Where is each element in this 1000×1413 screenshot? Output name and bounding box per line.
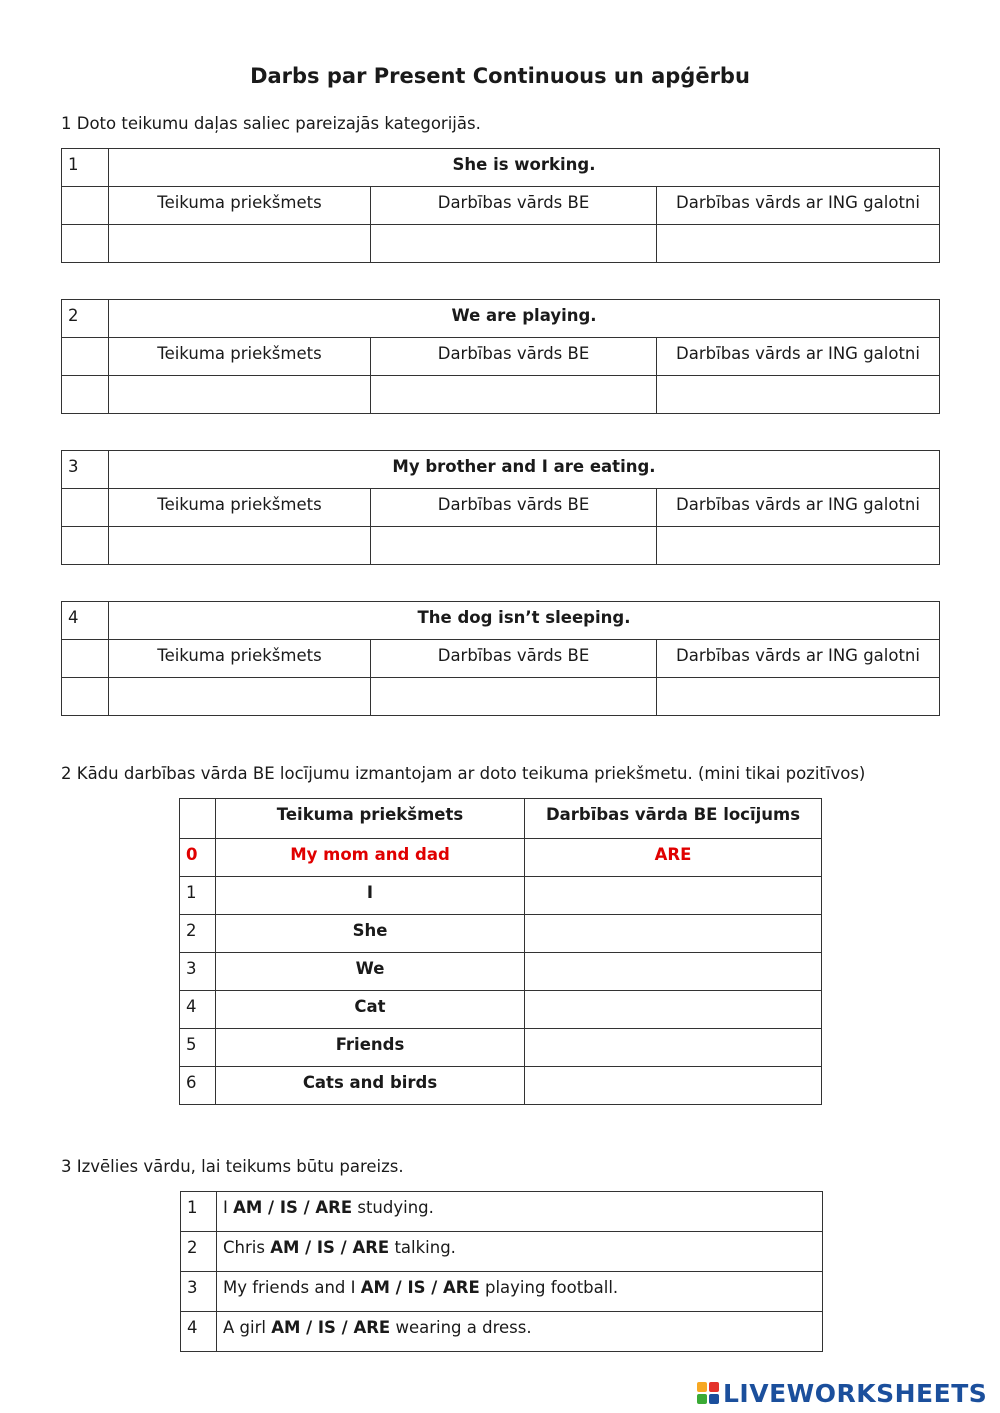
answer-ing-verb[interactable] (657, 225, 940, 263)
example-subject: My mom and dad (216, 839, 525, 877)
answer-be-form[interactable] (525, 953, 822, 991)
answer-subject[interactable] (109, 376, 371, 414)
answer-be-form[interactable] (525, 877, 822, 915)
answer-subject[interactable] (109, 225, 371, 263)
logo-text: LIVEWORKSHEETS (723, 1378, 988, 1408)
subject: Friends (216, 1029, 525, 1067)
choice-options[interactable]: AM / IS / ARE (360, 1278, 480, 1297)
row-number: 4 (181, 1312, 217, 1352)
ex2-table (179, 798, 822, 1105)
choice-options[interactable]: AM / IS / ARE (233, 1198, 353, 1217)
col-subject: Teikuma priekšmets (109, 640, 371, 678)
col-be-verb: Darbības vārds BE (371, 338, 657, 376)
ex3-table (180, 1191, 823, 1352)
subject: We (216, 953, 525, 991)
row-number: 6 (180, 1067, 216, 1105)
col-ing-verb: Darbības vārds ar ING galotni (657, 489, 940, 527)
answer-be-verb[interactable] (371, 527, 657, 565)
sentence: We are playing. (109, 300, 940, 338)
answer-ing-verb[interactable] (657, 678, 940, 716)
sentence: The dog isn’t sleeping. (109, 602, 940, 640)
choice-options[interactable]: AM / IS / ARE (271, 1318, 391, 1337)
col-be-verb: Darbības vārds BE (371, 489, 657, 527)
col-be-verb: Darbības vārds BE (371, 640, 657, 678)
answer-ing-verb[interactable] (657, 527, 940, 565)
row-number: 1 (181, 1192, 217, 1232)
col-ing-verb: Darbības vārds ar ING galotni (657, 338, 940, 376)
subject: She (216, 915, 525, 953)
ex1-table-4 (61, 601, 940, 716)
choice-sentence: Chris AM / IS / ARE talking. (217, 1232, 823, 1272)
row-number: 4 (180, 991, 216, 1029)
choice-sentence: My friends and I AM / IS / ARE playing football. (217, 1272, 823, 1312)
answer-be-verb[interactable] (371, 225, 657, 263)
item-number: 3 (62, 451, 109, 489)
ex1-table-3 (61, 450, 940, 565)
answer-subject[interactable] (109, 527, 371, 565)
ex2-instruction: 2 Kādu darbības vārda BE locījumu izmantojam ar doto teikuma priekšmetu. (mini tikai pozitīvos) (61, 764, 866, 783)
item-number: 1 (62, 149, 109, 187)
choice-sentence: A girl AM / IS / ARE wearing a dress. (217, 1312, 823, 1352)
answer-be-form[interactable] (525, 1029, 822, 1067)
liveworksheets-logo (697, 1378, 987, 1408)
example-form: ARE (525, 839, 822, 877)
subject: Cat (216, 991, 525, 1029)
item-number: 4 (62, 602, 109, 640)
ex1-table-1 (61, 148, 940, 263)
answer-be-verb[interactable] (371, 376, 657, 414)
subject: I (216, 877, 525, 915)
worksheet-title: Darbs par Present Continuous un apģērbu (250, 64, 750, 88)
row-number: 5 (180, 1029, 216, 1067)
item-number: 2 (62, 300, 109, 338)
sentence: My brother and I are eating. (109, 451, 940, 489)
subject: Cats and birds (216, 1067, 525, 1105)
ex1-table-2 (61, 299, 940, 414)
choice-options[interactable]: AM / IS / ARE (270, 1238, 390, 1257)
answer-subject[interactable] (109, 678, 371, 716)
answer-be-form[interactable] (525, 915, 822, 953)
col-be-form: Darbības vārda BE locījums (525, 799, 822, 839)
row-number: 2 (180, 915, 216, 953)
col-ing-verb: Darbības vārds ar ING galotni (657, 187, 940, 225)
row-number: 3 (181, 1272, 217, 1312)
col-subject: Teikuma priekšmets (109, 338, 371, 376)
col-subject: Teikuma priekšmets (216, 799, 525, 839)
ex1-instruction: 1 Doto teikumu daļas saliec pareizajās kategorijās. (61, 114, 481, 133)
answer-be-form[interactable] (525, 991, 822, 1029)
answer-ing-verb[interactable] (657, 376, 940, 414)
choice-sentence: I AM / IS / ARE studying. (217, 1192, 823, 1232)
col-subject: Teikuma priekšmets (109, 187, 371, 225)
row-number: 3 (180, 953, 216, 991)
example-number: 0 (180, 839, 216, 877)
row-number: 1 (180, 877, 216, 915)
answer-be-verb[interactable] (371, 678, 657, 716)
col-subject: Teikuma priekšmets (109, 489, 371, 527)
liveworksheets-logo-icon (697, 1382, 719, 1404)
col-be-verb: Darbības vārds BE (371, 187, 657, 225)
row-number: 2 (181, 1232, 217, 1272)
answer-be-form[interactable] (525, 1067, 822, 1105)
ex3-instruction: 3 Izvēlies vārdu, lai teikums būtu pareizs. (61, 1157, 404, 1176)
col-ing-verb: Darbības vārds ar ING galotni (657, 640, 940, 678)
sentence: She is working. (109, 149, 940, 187)
